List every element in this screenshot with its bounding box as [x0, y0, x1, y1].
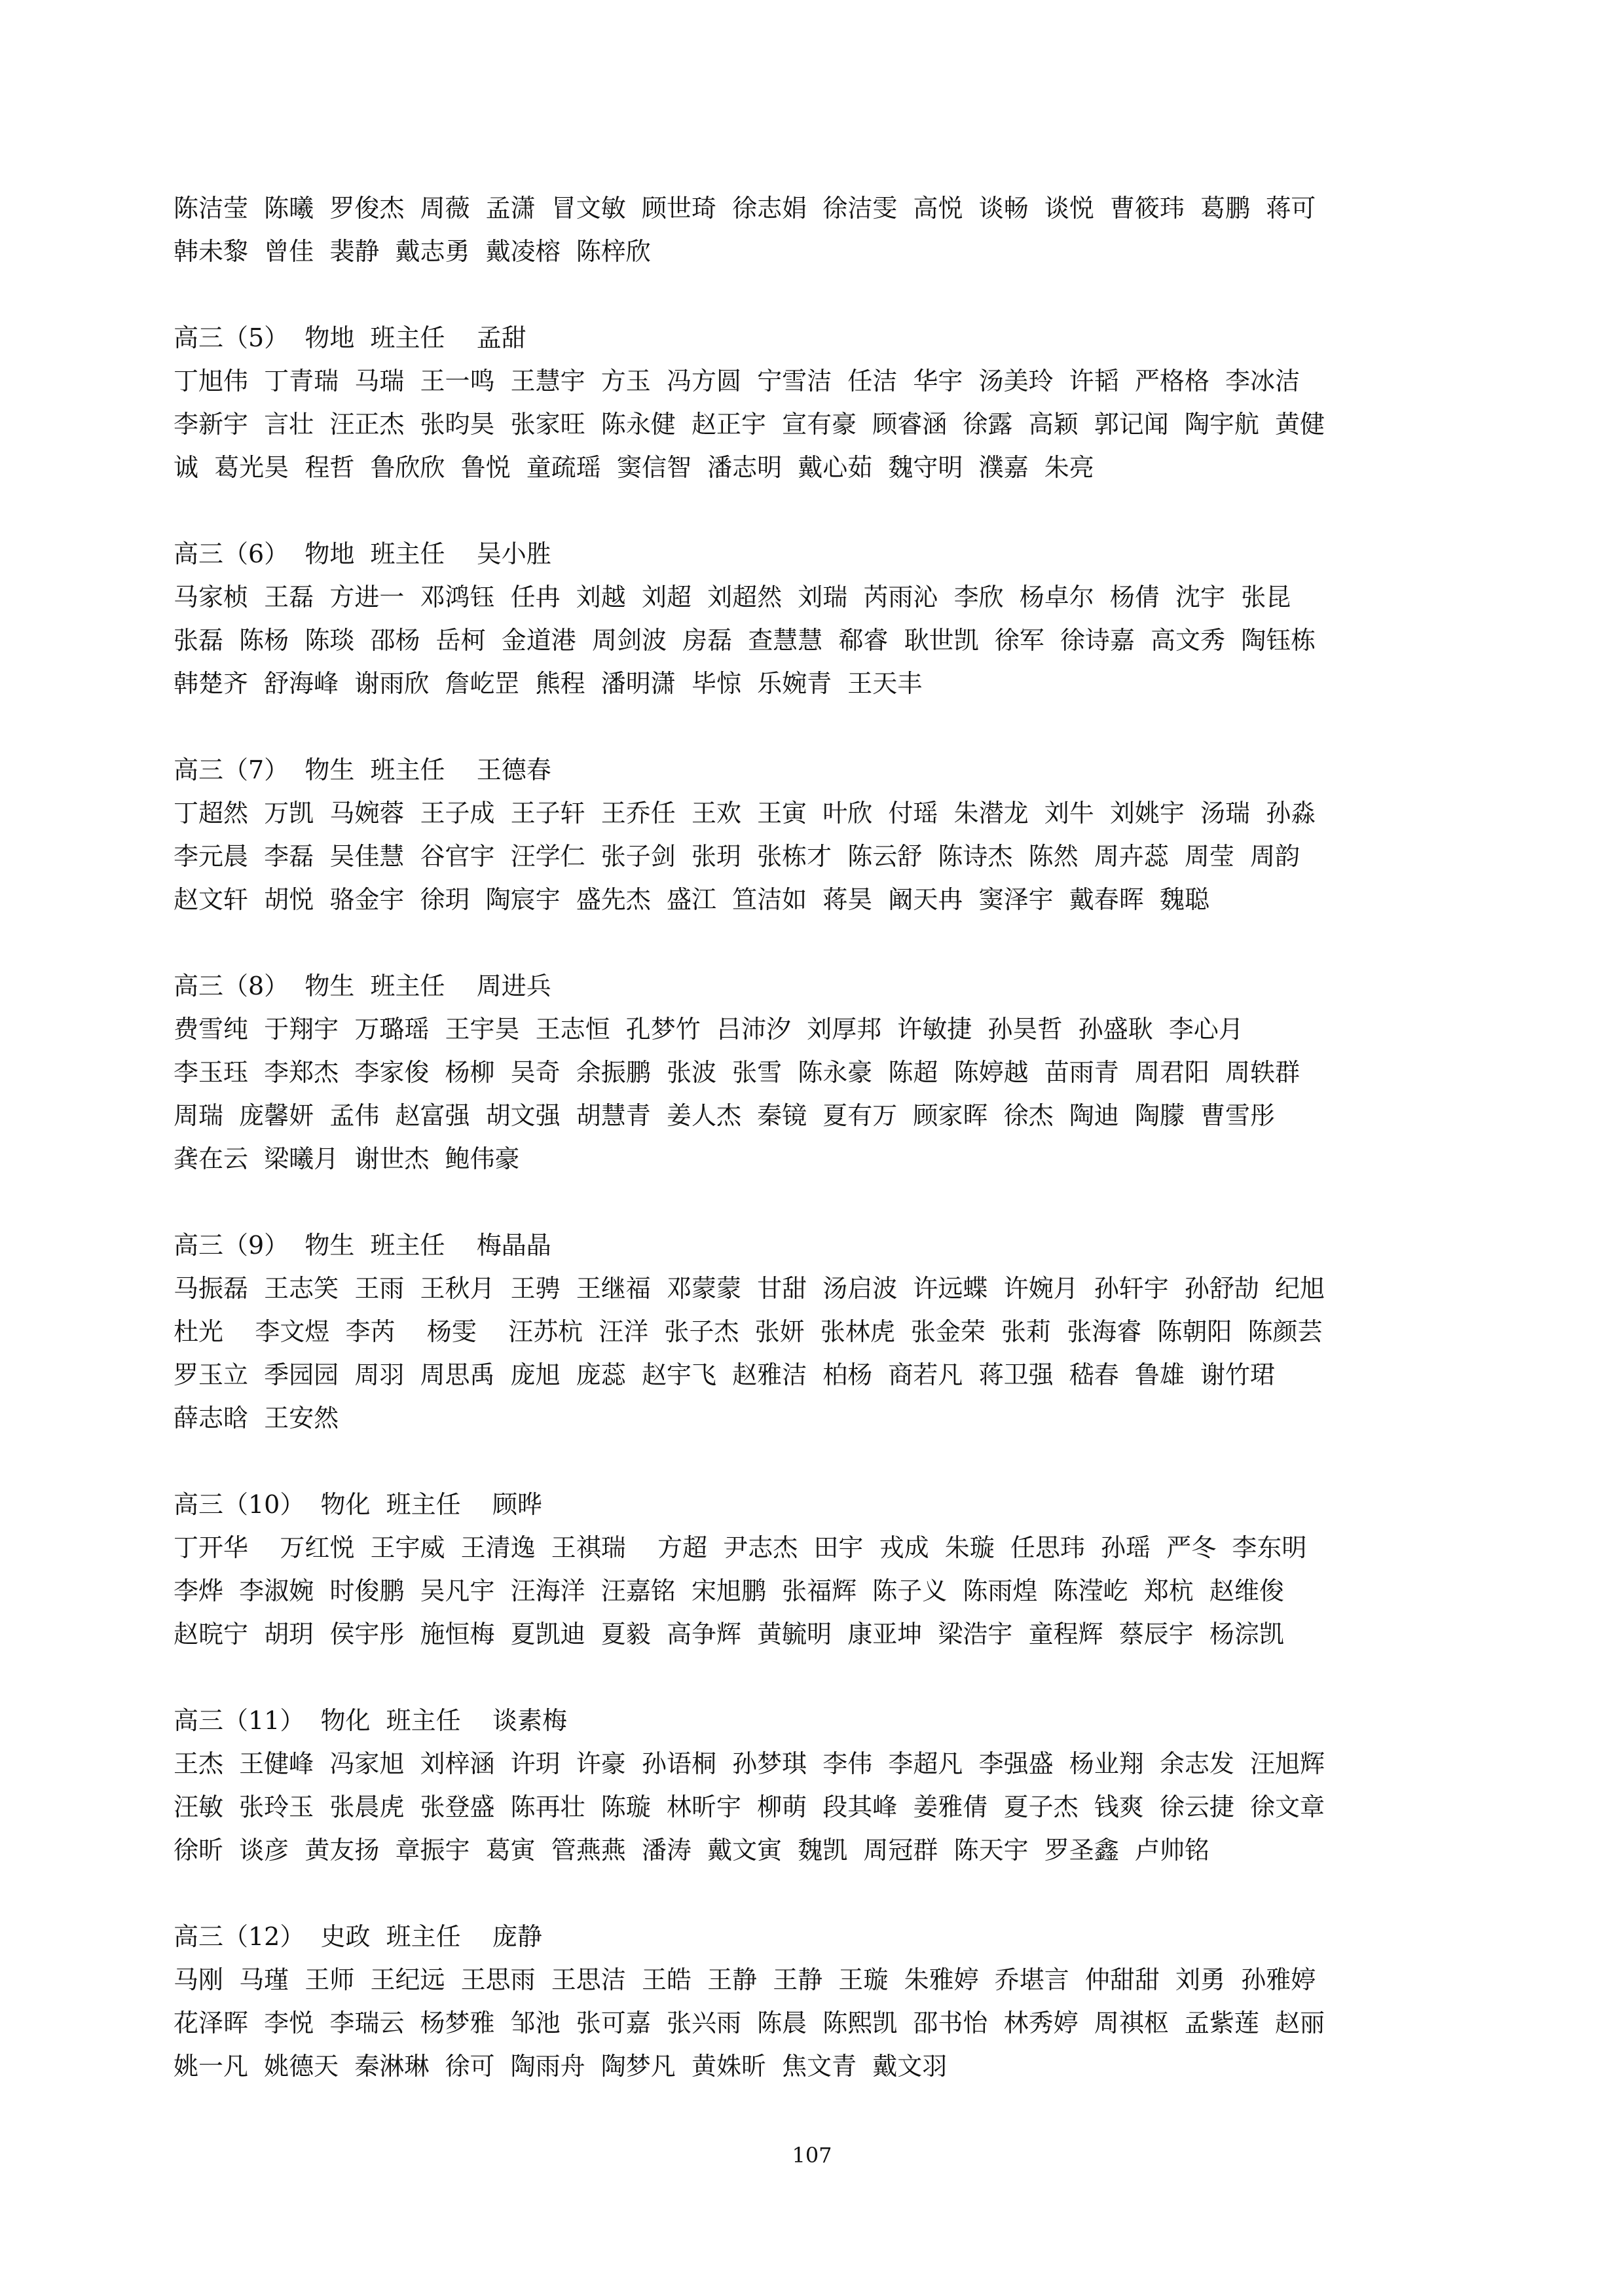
name-line: 赵晥宁 胡玥 侯宇彤 施恒梅 夏凯迪 夏毅 高争辉 黄毓明 康亚坤 梁浩宇 童程辉 蔡辰宇 杨淙凯 — [174, 1620, 1284, 1649]
name-line: 李新宇 言壮 汪正杰 张昀昊 张家旺 陈永健 赵正宇 宣有豪 顾睿涵 徐露 高颖 郭记闻 陶宇航 黄健 — [174, 410, 1325, 439]
class-heading: 高三（10） 物化 班主任 顾晔 — [174, 1490, 542, 1519]
name-line: 薛志晗 王安然 — [174, 1404, 339, 1432]
class-heading: 高三（5） 物地 班主任 孟甜 — [174, 323, 526, 352]
name-line: 韩未黎 曾佳 裴静 戴志勇 戴凌榕 陈梓欣 — [174, 237, 651, 266]
name-line: 赵文轩 胡悦 骆金宇 徐玥 陶宸宇 盛先杰 盛江 笪洁如 蒋昊 阚天冉 窦泽宇 戴春晖 魏聪 — [174, 885, 1209, 914]
class-heading: 高三（6） 物地 班主任 吴小胜 — [174, 539, 551, 568]
name-line: 姚一凡 姚德天 秦淋琳 徐可 陶雨舟 陶梦凡 黄姝昕 焦文青 戴文羽 — [174, 2052, 948, 2081]
class-heading: 高三（7） 物生 班主任 王德春 — [174, 756, 551, 784]
name-line: 罗玉立 季园园 周羽 周思禹 庞旭 庞蕊 赵宇飞 赵雅洁 柏杨 商若凡 蒋卫强 嵇春 鲁雄 谢竹珺 — [174, 1360, 1276, 1389]
name-line: 徐昕 谈彦 黄友扬 章振宇 葛寅 管燕燕 潘涛 戴文寅 魏凯 周冠群 陈天宇 罗圣鑫 卢帅铭 — [174, 1836, 1209, 1865]
name-line: 丁开华 万红悦 王宇威 王清逸 王祺瑞 方超 尹志杰 田宇 戎成 朱璇 任思玮 孙瑶 严冬 李东明 — [174, 1533, 1307, 1562]
name-line: 马刚 马瑾 王师 王纪远 王思雨 王思洁 王皓 王静 王静 王璇 朱雅婷 乔堪言 仲甜甜 刘勇 孙雅婷 — [174, 1965, 1316, 1994]
class-section-7 — [174, 748, 1483, 921]
name-line: 张磊 陈杨 陈琰 邵杨 岳柯 金道港 周剑波 房磊 查慧慧 郗睿 耿世凯 徐军 徐诗嘉 高文秀 陶钰栋 — [174, 626, 1316, 655]
name-line: 马家桢 王磊 方进一 邓鸿钰 任冉 刘越 刘超 刘超然 刘瑞 芮雨沁 李欣 杨卓尔 杨倩 沈宇 张昆 — [174, 583, 1291, 611]
name-line: 陈洁莹 陈曦 罗俊杰 周薇 孟潇 冒文敏 顾世琦 徐志娟 徐洁雯 高悦 谈畅 谈悦 曹筱玮 葛鹏 蒋可 — [174, 194, 1316, 223]
name-line: 诚 葛光昊 程哲 鲁欣欣 鲁悦 童疏瑶 窦信智 潘志明 戴心茹 魏守明 濮嘉 朱亮 — [174, 453, 1094, 482]
name-line: 费雪纯 于翔宇 万璐瑶 王宇昊 王志恒 孔梦竹 吕沛汐 刘厚邦 许敏捷 孙昊哲 孙盛耿 李心月 — [174, 1015, 1244, 1044]
class-section-6 — [174, 532, 1483, 705]
name-line: 丁旭伟 丁青瑞 马瑞 王一鸣 王慧宇 方玉 冯方圆 宁雪洁 任洁 华宇 汤美玲 许韬 严格格 李冰洁 — [174, 367, 1301, 395]
intro-block — [174, 187, 1483, 273]
name-line: 李元晨 李磊 吴佳慧 谷官宇 汪学仁 张子剑 张玥 张栋才 陈云舒 陈诗杰 陈然 周卉蕊 周莹 周韵 — [174, 842, 1301, 871]
class-heading: 高三（8） 物生 班主任 周进兵 — [174, 972, 551, 1000]
class-heading: 高三（9） 物生 班主任 梅晶晶 — [174, 1231, 551, 1260]
name-line: 周瑞 庞馨妍 孟伟 赵富强 胡文强 胡慧青 姜人杰 秦镜 夏有万 顾家晖 徐杰 陶迪 陶朦 曹雪彤 — [174, 1101, 1276, 1130]
class-section-10 — [174, 1483, 1483, 1656]
name-line: 龚在云 梁曦月 谢世杰 鲍伟豪 — [174, 1144, 520, 1173]
document-body — [174, 187, 1483, 2088]
class-heading: 高三（11） 物化 班主任 谈素梅 — [174, 1706, 567, 1735]
name-line: 丁超然 万凯 马婉蓉 王子成 王子轩 王乔任 王欢 王寅 叶欣 付瑶 朱潜龙 刘牛 刘姚宇 汤瑞 孙淼 — [174, 799, 1316, 828]
name-line: 李烨 李淑婉 时俊鹏 吴凡宇 汪海洋 汪嘉铭 宋旭鹏 张福辉 陈子义 陈雨煌 陈滢屹 郑杭 赵维俊 — [174, 1576, 1284, 1605]
class-heading: 高三（12） 史政 班主任 庞静 — [174, 1922, 542, 1951]
page-number: 107 — [792, 2143, 832, 2168]
class-section-5 — [174, 316, 1483, 489]
name-line: 汪敏 张玲玉 张晨虎 张登盛 陈再壮 陈璇 林昕宇 柳萌 段其峰 姜雅倩 夏子杰 钱爽 徐云捷 徐文章 — [174, 1793, 1325, 1821]
class-section-12 — [174, 1915, 1483, 2088]
class-section-11 — [174, 1699, 1483, 1872]
name-line: 王杰 王健峰 冯家旭 刘梓涵 许玥 许豪 孙语桐 孙梦琪 李伟 李超凡 李强盛 杨业翔 余志发 汪旭辉 — [174, 1749, 1325, 1778]
name-line: 马振磊 王志笑 王雨 王秋月 王骋 王继福 邓蒙蒙 甘甜 汤启波 许远蝶 许婉月 孙轩宇 孙舒劼 纪旭 — [174, 1274, 1325, 1303]
name-line: 韩楚齐 舒海峰 谢雨欣 詹屹罡 熊程 潘明潇 毕惊 乐婉青 王天丰 — [174, 669, 923, 698]
name-line: 花泽晖 李悦 李瑞云 杨梦雅 邹池 张可嘉 张兴雨 陈晨 陈熙凯 邵书怡 林秀婷 周祺枢 孟紫莲 赵丽 — [174, 2009, 1325, 2037]
name-line: 杜光 李文煜 李芮 杨雯 汪苏杭 汪洋 张子杰 张妍 张林虎 张金荣 张莉 张海睿 陈朝阳 陈颜芸 — [174, 1317, 1323, 1346]
class-section-8 — [174, 964, 1483, 1180]
name-line: 李玉珏 李郑杰 李家俊 杨柳 吴奇 余振鹏 张波 张雪 陈永豪 陈超 陈婷越 苗雨青 周君阳 周轶群 — [174, 1058, 1301, 1087]
class-section-9 — [174, 1224, 1483, 1440]
